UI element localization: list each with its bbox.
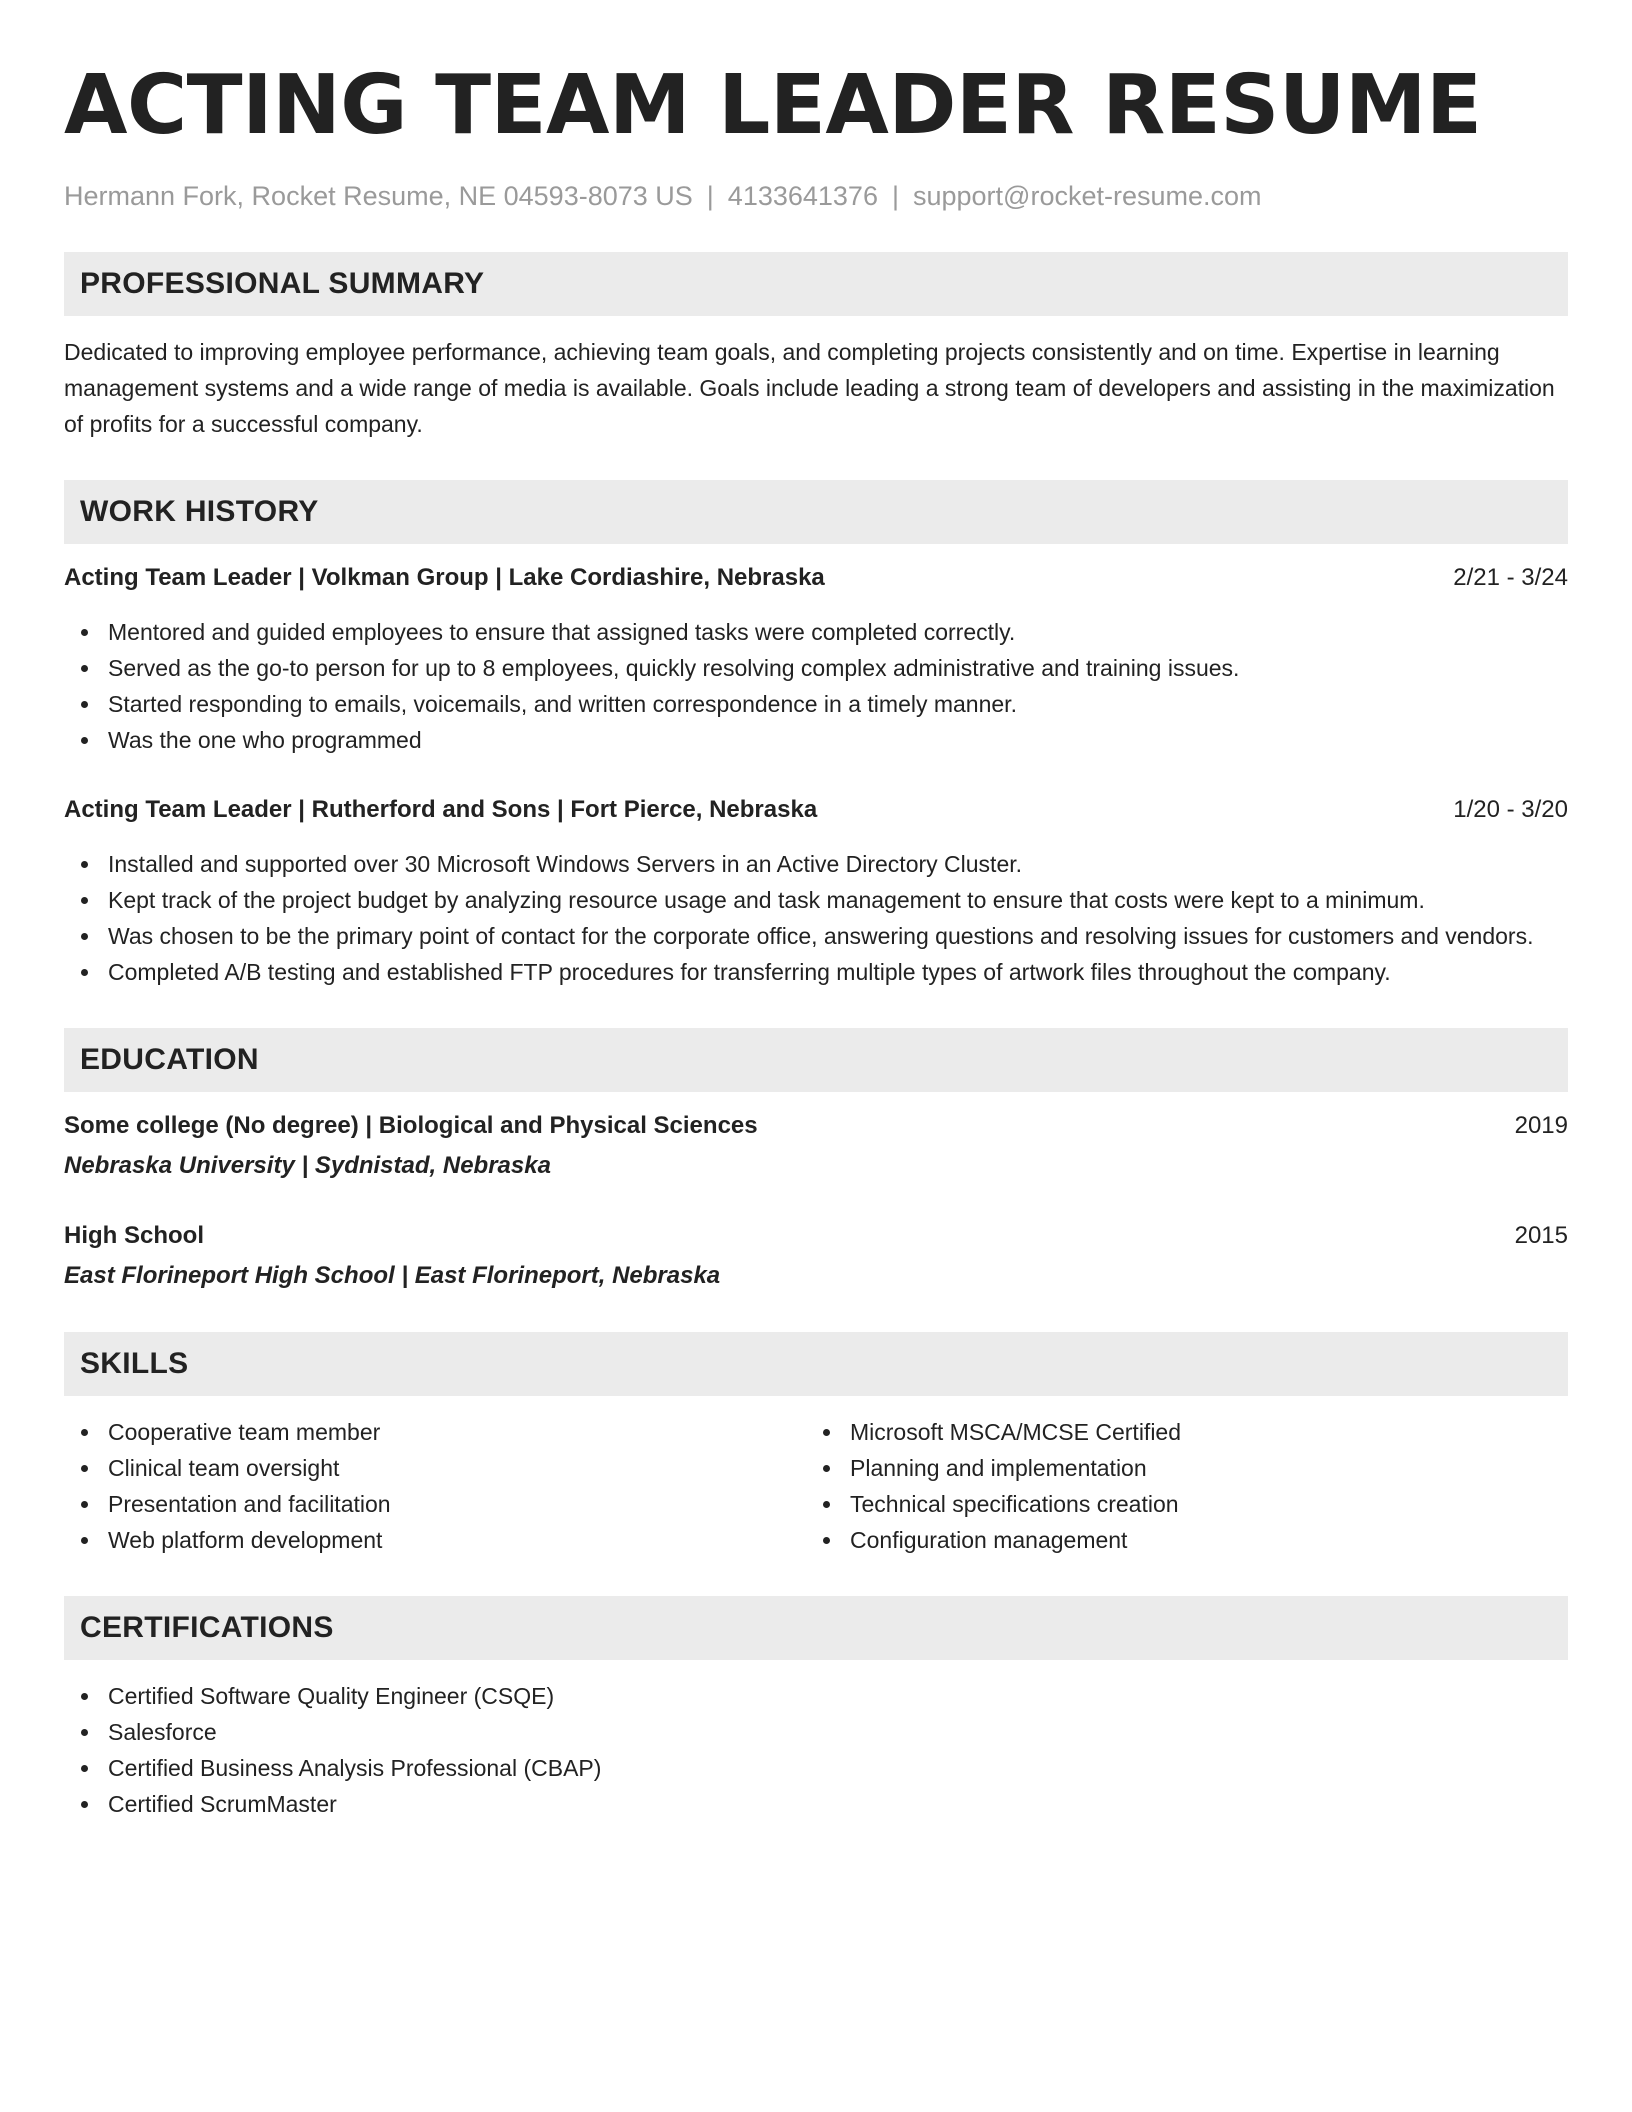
education-school: East Florineport High School | East Florineport, Nebraska [64,1262,721,1289]
job-bullet: Completed A/B testing and established FTP procedures for transferring multiple types of artwork files throughout the company. [64,954,1568,990]
education-entry [64,1108,1568,1184]
job-bullet: Installed and supported over 30 Microsoft Windows Servers in an Active Directory Cluster. [64,846,1568,882]
contact-address: Hermann Fork, Rocket Resume, NE 04593-8073 US [64,181,693,211]
job-bullets [64,846,1568,990]
job-dates: 2/21 - 3/24 [1453,564,1568,591]
job-entry [64,792,1568,990]
resume-page [64,56,1568,1822]
skills-right-column [806,1414,1548,1558]
job-header [64,560,1568,596]
skill-item: Cooperative team member [64,1414,806,1450]
skill-item: Microsoft MSCA/MCSE Certified [806,1414,1548,1450]
education-school: Nebraska University | Sydnistad, Nebraska [64,1152,551,1179]
summary-section-header [64,252,1568,316]
certification-item: Salesforce [64,1714,1568,1750]
skills-heading: SKILLS [80,1347,189,1380]
skills-left-column [64,1414,806,1558]
summary-text: Dedicated to improving employee performance, achieving team goals, and completing projects consistently and on time. Expertise in learning management systems and a wide range of media is available. Goals include leading a strong team of developers and assisting in the maximization of profits for a successful company. [64,339,1555,437]
contact-separator: | [891,181,899,211]
skills-grid [64,1414,1568,1558]
skills-section-header [64,1332,1568,1396]
education-entry [64,1218,1568,1294]
summary-heading: PROFESSIONAL SUMMARY [80,267,485,300]
contact-line [64,178,1568,214]
job-title: Acting Team Leader | Rutherford and Sons | Fort Pierce, Nebraska [64,796,818,823]
certifications-list [64,1678,1568,1822]
education-title: High School [64,1222,204,1249]
certifications-section-header [64,1596,1568,1660]
education-section-header [64,1028,1568,1092]
skill-item: Configuration management [806,1522,1548,1558]
job-dates: 1/20 - 3/20 [1453,796,1568,823]
skill-item: Web platform development [64,1522,806,1558]
contact-email: support@rocket-resume.com [912,181,1262,211]
education-header [64,1108,1568,1144]
contact-phone: 4133641376 [727,181,878,211]
work-heading: WORK HISTORY [80,495,319,528]
job-bullet: Kept track of the project budget by analyzing resource usage and task management to ensure that costs were kept to a minimum. [64,882,1568,918]
job-bullet: Was chosen to be the primary point of contact for the corporate office, answering questions and resolving issues for customers and vendors. [64,918,1568,954]
skill-item: Technical specifications creation [806,1486,1548,1522]
certification-item: Certified Software Quality Engineer (CSQE) [64,1678,1568,1714]
education-heading: EDUCATION [80,1043,259,1076]
job-bullet: Mentored and guided employees to ensure that assigned tasks were completed correctly. [64,614,1568,650]
job-bullet: Started responding to emails, voicemails, and written correspondence in a timely manner. [64,686,1568,722]
education-header [64,1218,1568,1254]
skill-item: Clinical team oversight [64,1450,806,1486]
skill-item: Planning and implementation [806,1450,1548,1486]
skill-item: Presentation and facilitation [64,1486,806,1522]
job-entry [64,560,1568,758]
resume-title: ACTING TEAM LEADER RESUME [64,58,1482,153]
certifications-heading: CERTIFICATIONS [80,1611,334,1644]
certification-item: Certified Business Analysis Professional (CBAP) [64,1750,1568,1786]
education-year: 2019 [1514,1112,1568,1139]
job-title: Acting Team Leader | Volkman Group | Lake Cordiashire, Nebraska [64,564,825,591]
education-year: 2015 [1514,1222,1568,1249]
job-bullet: Was the one who programmed [64,722,1568,758]
job-bullet: Served as the go-to person for up to 8 employees, quickly resolving complex administrative and training issues. [64,650,1568,686]
education-title: Some college (No degree) | Biological and Physical Sciences [64,1112,758,1139]
job-header [64,792,1568,828]
certification-item: Certified ScrumMaster [64,1786,1568,1822]
contact-separator: | [706,181,714,211]
work-section-header [64,480,1568,544]
job-bullets [64,614,1568,758]
